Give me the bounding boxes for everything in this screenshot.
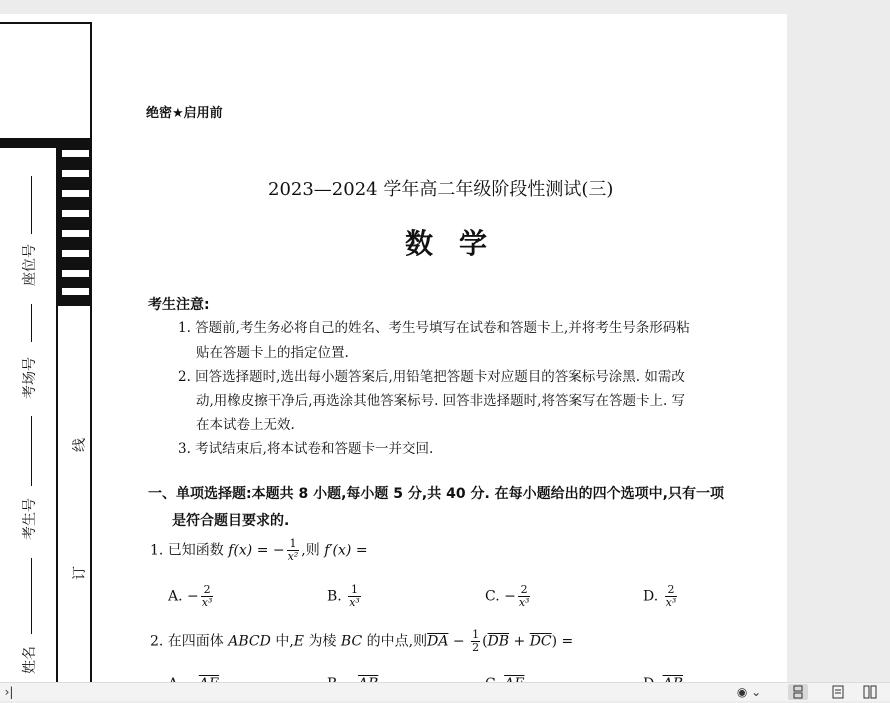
name-blank: [31, 558, 32, 634]
cut-label-line: 线: [72, 438, 88, 452]
exam-room-label: 考场号: [22, 357, 38, 399]
student-blank: [31, 416, 32, 486]
status-bar: [0, 682, 890, 701]
single-page-view-icon[interactable]: [829, 684, 847, 700]
seat-number-label: 座位号: [22, 244, 38, 286]
barcode-strip: [56, 138, 92, 306]
student-number-label: 考生号: [22, 498, 38, 540]
confidential-mark: 绝密★启用前: [146, 106, 223, 121]
viewer-side-area: [787, 14, 890, 682]
two-page-view-icon[interactable]: [860, 684, 880, 700]
cut-line: [56, 306, 58, 696]
exam-title: 2023—2024 学年高二年级阶段性测试(三): [268, 179, 614, 200]
notice-item-1-line-1: 1. 答题前,考生务必将自己的姓名、考生号填写在试卷和答题卡上,并将考生号条形码粘: [178, 320, 690, 336]
q1-option-c: C. − $\frac{2}{\text{x³}}$: [485, 583, 530, 609]
name-label: 姓名: [22, 646, 38, 674]
room-blank: [31, 304, 32, 342]
cut-label-bind: 订: [72, 566, 88, 580]
q1-option-b: B. $\frac{1}{\text{x³}}$: [327, 583, 360, 609]
notice-item-2-line-3: 在本试卷上无效.: [196, 417, 295, 433]
notice-item-2-line-1: 2. 回答选择题时,选出每小题答案后,用铅笔把答题卡对应题目的答案标号涂黑. 如需改: [178, 369, 685, 385]
section-heading-line-1: 一、单项选择题:本题共 8 小题,每小题 5 分,共 40 分. 在每小题给出的四个选项中,只有一项: [148, 486, 724, 502]
question-2-stem: 2. 在四面体 ABCD 中,E 为棱 BC 的中点,则$\overline{DA}$ − $\frac{1}{2}$ $(\overline{DB} + \overline{DC})$ =: [150, 628, 574, 654]
question-1-stem: 1. 已知函数 f(x) = − $\frac{1}{\text{x²}}$ ,则 f′(x) =: [150, 537, 368, 563]
view-options-icon[interactable]: ◉ ⌄: [736, 685, 762, 699]
exam-page: [0, 14, 787, 682]
binding-margin: [0, 22, 92, 694]
notice-heading: 考生注意:: [148, 297, 210, 313]
section-heading-line-2: 是符合题目要求的.: [172, 513, 290, 529]
notice-item-1-line-2: 贴在答题卡上的指定位置.: [196, 345, 349, 361]
q1-option-d: D. $\frac{2}{\text{x³}}$: [643, 583, 677, 609]
notice-item-2-line-2: 动,用橡皮擦干净后,再选涂其他答案标号. 回答非选择题时,将答案写在答题卡上. 写: [196, 393, 686, 409]
subject-title: 数学: [405, 227, 514, 260]
continuous-view-icon[interactable]: [788, 684, 808, 700]
collapse-panel-icon[interactable]: ›|: [4, 685, 14, 699]
notice-item-3: 3. 考试结束后,将本试卷和答题卡一并交回.: [178, 441, 434, 457]
seat-blank: [31, 176, 32, 234]
q1-option-a: A. − $\frac{2}{\text{x³}}$: [168, 583, 213, 609]
